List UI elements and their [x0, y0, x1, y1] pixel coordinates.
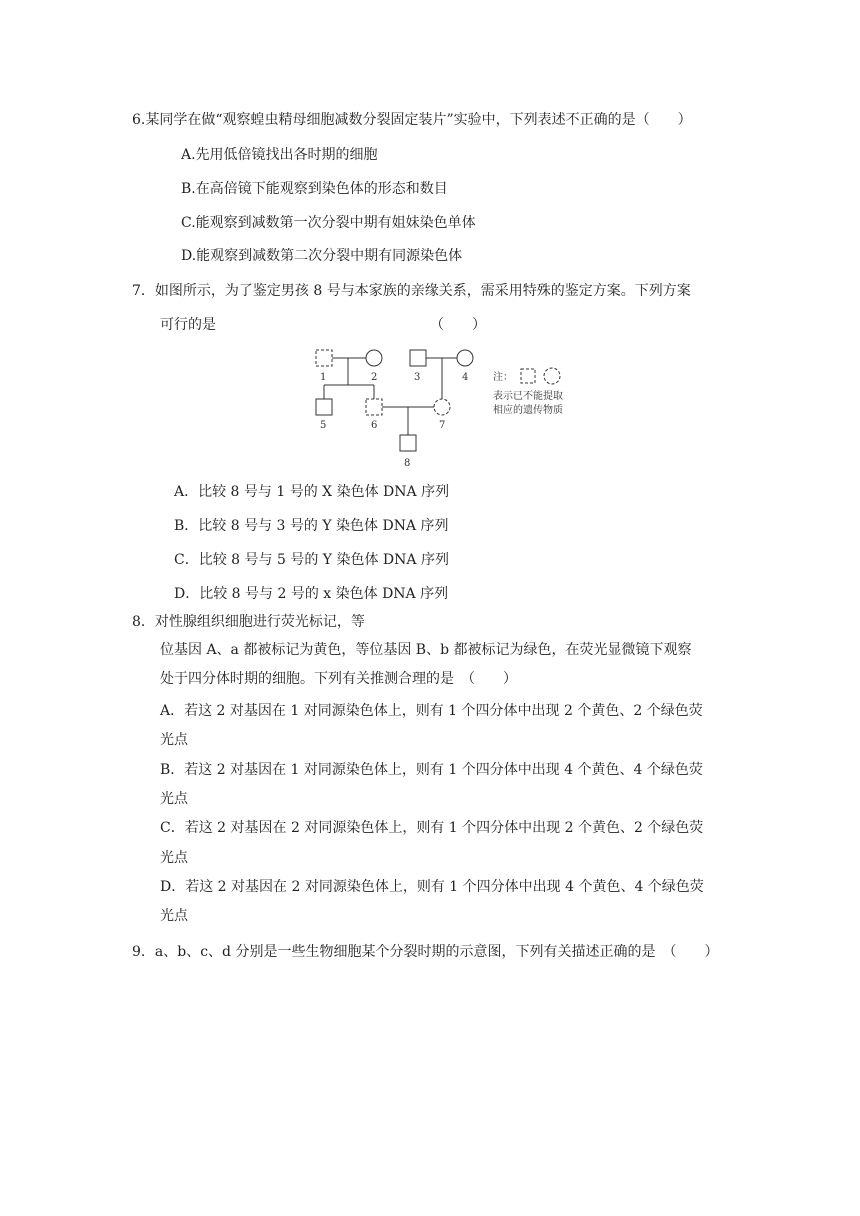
- q8-option-b-line2: 光点: [160, 791, 188, 807]
- pedigree-diagram: [300, 340, 600, 475]
- q8-option-c-line1: C．若这 2 对基因在 2 对同源染色体上，则有 1 个四分体中出现 2 个黄色、2 个绿色荧: [160, 820, 704, 836]
- q8-option-c-line2: 光点: [160, 850, 188, 866]
- q7-option-a: A．比较 8 号与 1 号的 X 染色体 DNA 序列: [174, 484, 450, 500]
- pedigree-label-2: 2: [371, 372, 378, 383]
- pedigree-note-prefix: 注：: [493, 372, 513, 383]
- q8-option-a-line2: 光点: [160, 732, 188, 748]
- pedigree-label-5: 5: [320, 420, 327, 431]
- q8-option-d-line2: 光点: [160, 908, 188, 924]
- q6-option-a: A.先用低倍镜找出各时期的细胞: [181, 147, 378, 163]
- q8-stem-line1: 8．对性腺组织细胞进行荧光标记，等: [132, 614, 365, 630]
- pedigree-label-6: 6: [371, 420, 378, 431]
- individual-8-male: [400, 435, 416, 451]
- q8-option-a-line1: A．若这 2 对基因在 1 对同源染色体上，则有 1 个四分体中出现 2 个黄色、2 个绿色荧: [160, 703, 703, 719]
- q8-stem-line3: 处于四分体时期的细胞。下列有关推测合理的是 （ ）: [160, 671, 517, 687]
- q6-option-d: D.能观察到减数第二次分裂中期有同源染色体: [181, 248, 463, 264]
- q6-option-c: C.能观察到减数第一次分裂中期有姐妹染色单体: [181, 215, 476, 231]
- q6-stem: 6.某同学在做“观察蝗虫精母细胞减数分裂固定装片”实验中，下列表述不正确的是（ ）: [132, 112, 692, 128]
- pedigree-note-line1: 表示已不能提取: [493, 391, 563, 402]
- q7-stem-line1: 7．如图所示，为了鉴定男孩 8 号与本家族的亲缘关系，需采用特殊的鉴定方案。下列方案: [132, 283, 691, 299]
- pedigree-svg: [300, 340, 600, 475]
- individual-6-dashed-male: [366, 399, 382, 415]
- q8-option-d-line1: D．若这 2 对基因在 2 对同源染色体上，则有 1 个四分体中出现 4 个黄色、4 个绿色荧: [160, 879, 704, 895]
- pedigree-label-3: 3: [414, 372, 421, 383]
- pedigree-label-8: 8: [404, 458, 411, 469]
- q7-option-b: B．比较 8 号与 3 号的 Y 染色体 DNA 序列: [174, 518, 449, 534]
- legend-dashed-square: [521, 369, 535, 383]
- pedigree-label-4: 4: [462, 372, 469, 383]
- q7-stem-line2: 可行的是: [160, 317, 216, 333]
- individual-7-dashed-female: [434, 399, 450, 415]
- pedigree-label-1: 1: [320, 372, 327, 383]
- individual-3-male: [410, 350, 426, 366]
- q9-stem: 9．a、b、c、d 分别是一些生物细胞某个分裂时期的示意图，下列有关描述正确的是 （ ）: [132, 944, 719, 960]
- q7-option-d: D．比较 8 号与 2 号的 x 染色体 DNA 序列: [174, 586, 449, 602]
- pedigree-label-7: 7: [439, 420, 446, 431]
- pedigree-note-line2: 相应的遗传物质: [493, 405, 563, 416]
- q7-option-c: C．比较 8 号与 5 号的 Y 染色体 DNA 序列: [174, 552, 449, 568]
- individual-4-female: [457, 350, 473, 366]
- individual-5-male: [316, 399, 332, 415]
- q8-option-b-line1: B．若这 2 对基因在 1 对同源染色体上，则有 1 个四分体中出现 4 个黄色、4 个绿色荧: [160, 762, 703, 778]
- individual-2-female: [366, 350, 382, 366]
- q8-stem-line2: 位基因 A、a 都被标记为黄色，等位基因 B、b 都被标记为绿色，在荧光显微镜下观察: [160, 642, 692, 658]
- legend-dashed-circle: [544, 368, 560, 384]
- q6-option-b: B.在高倍镜下能观察到染色体的形态和数目: [181, 181, 448, 197]
- individual-1-dashed-male: [316, 350, 332, 366]
- q7-answer-paren: （ ）: [430, 317, 486, 333]
